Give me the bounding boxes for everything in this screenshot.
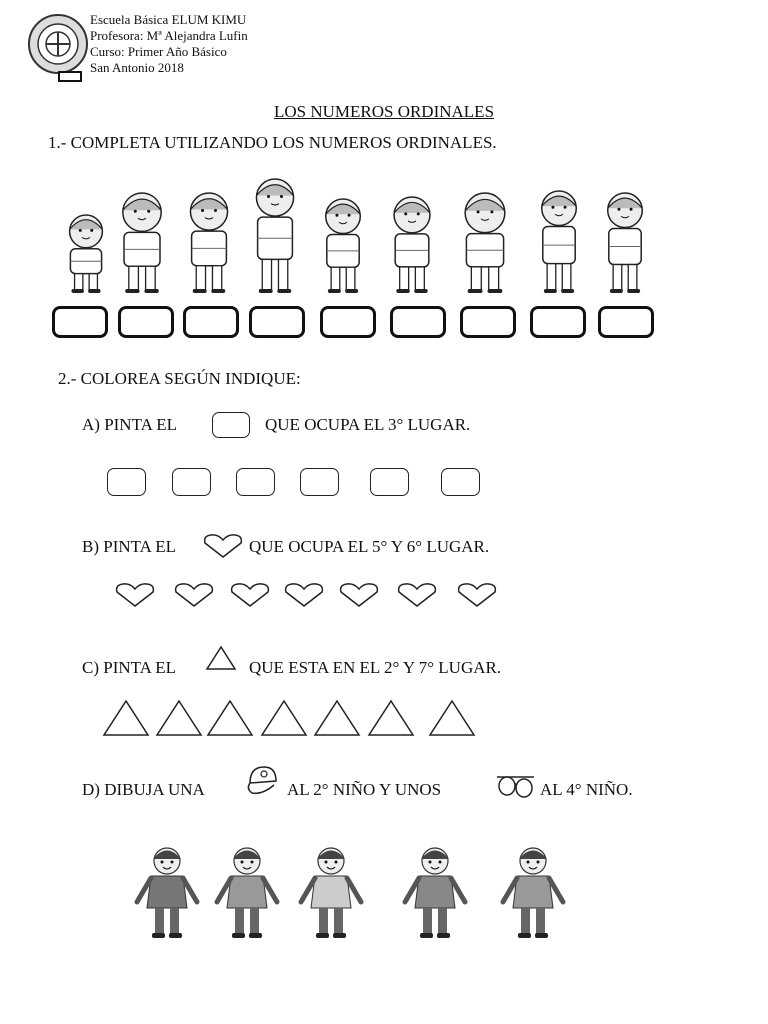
child-figure	[60, 212, 112, 294]
answer-box[interactable]	[390, 306, 446, 338]
child-figure	[598, 190, 652, 294]
triangle-shape[interactable]	[313, 699, 361, 737]
cap-icon	[244, 763, 280, 797]
heart-shape[interactable]	[229, 582, 271, 608]
school-seal-logo	[28, 12, 88, 82]
square-shape[interactable]	[370, 468, 409, 496]
triangle-shape[interactable]	[206, 699, 254, 737]
place-year: San Antonio 2018	[90, 60, 184, 75]
answer-box[interactable]	[460, 306, 516, 338]
heart-shape[interactable]	[283, 582, 325, 608]
child-figure-d	[206, 846, 288, 940]
square-shape[interactable]	[300, 468, 339, 496]
answer-box[interactable]	[530, 306, 586, 338]
answer-box[interactable]	[118, 306, 174, 338]
answer-box[interactable]	[52, 306, 108, 338]
child-figure-d	[290, 846, 372, 940]
square-shape[interactable]	[107, 468, 146, 496]
teacher-name: Profesora: Mª Alejandra Lufin	[90, 28, 248, 43]
answer-box[interactable]	[183, 306, 239, 338]
child-figure	[384, 194, 440, 294]
glasses-icon	[494, 772, 536, 802]
heart-shape[interactable]	[396, 582, 438, 608]
child-figure-d	[394, 846, 476, 940]
instruction-d-prefix: D) DIBUJA UNA	[82, 780, 205, 799]
instruction-b-suffix: QUE OCUPA EL 5° Y 6° LUGAR.	[249, 537, 490, 556]
child-figure	[454, 190, 516, 294]
child-figure-d	[492, 846, 574, 940]
instruction-d-middle: AL 2° NIÑO Y UNOS	[287, 780, 442, 799]
heart-shape[interactable]	[114, 582, 156, 608]
instruction-a-suffix: QUE OCUPA EL 3° LUGAR.	[265, 415, 471, 434]
answer-box[interactable]	[320, 306, 376, 338]
triangle-shape[interactable]	[260, 699, 308, 737]
child-figure-d	[126, 846, 208, 940]
triangle-shape[interactable]	[367, 699, 415, 737]
triangle-icon	[205, 645, 237, 671]
instruction-d-suffix: AL 4° NIÑO.	[540, 780, 633, 799]
triangle-shape[interactable]	[428, 699, 476, 737]
triangle-shape[interactable]	[102, 699, 150, 737]
child-figure	[112, 190, 172, 294]
square-shape[interactable]	[172, 468, 211, 496]
instruction-c-suffix: QUE ESTA EN EL 2° Y 7° LUGAR.	[249, 658, 502, 677]
child-figure	[246, 176, 304, 294]
page-title: LOS NUMEROS ORDINALES	[273, 102, 495, 121]
square-shape[interactable]	[441, 468, 480, 496]
instruction-c-prefix: C) PINTA EL	[82, 658, 177, 677]
child-figure	[180, 190, 238, 294]
rounded-square-icon	[212, 412, 250, 438]
heart-shape[interactable]	[173, 582, 215, 608]
heart-shape[interactable]	[456, 582, 498, 608]
heart-icon	[202, 533, 244, 559]
square-shape[interactable]	[236, 468, 275, 496]
answer-box[interactable]	[598, 306, 654, 338]
school-name: Escuela Básica ELUM KIMU	[90, 12, 247, 27]
answer-box[interactable]	[249, 306, 305, 338]
instruction-b-prefix: B) PINTA EL	[82, 537, 177, 556]
instruction-a-prefix: A) PINTA EL	[82, 415, 177, 434]
section2-heading: 2.- COLOREA SEGÚN INDIQUE:	[58, 369, 301, 388]
section1-heading: 1.- COMPLETA UTILIZANDO LOS NUMEROS ORDINALES.	[48, 133, 497, 152]
course-name: Curso: Primer Año Básico	[90, 44, 227, 59]
child-figure	[532, 188, 586, 294]
child-figure	[316, 196, 370, 294]
heart-shape[interactable]	[338, 582, 380, 608]
triangle-shape[interactable]	[155, 699, 203, 737]
